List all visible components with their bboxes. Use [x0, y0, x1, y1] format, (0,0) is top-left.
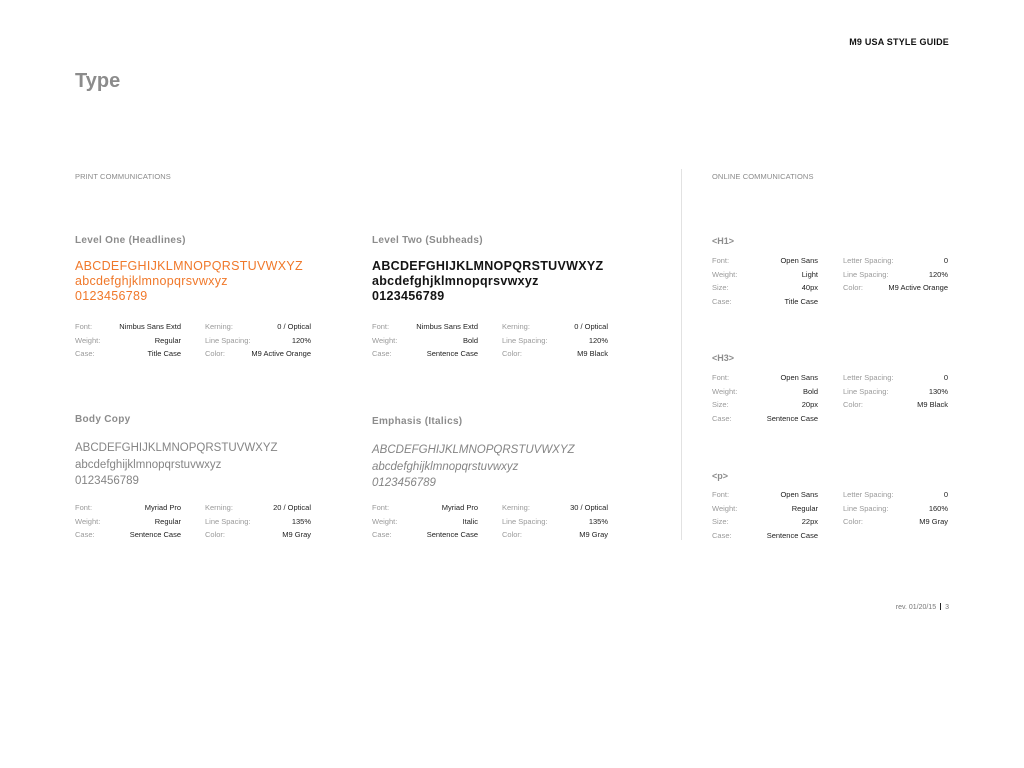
spec-value: 120%: [928, 269, 948, 279]
spec-key: Weight:: [75, 335, 101, 345]
spec-key: Color:: [205, 349, 226, 358]
sample-uppercase: ABCDEFGHIJKLMNOPQRSTUVWXYZ: [372, 444, 575, 456]
revision-date: rev. 01/20/15: [895, 604, 937, 611]
spec-key: Case:: [712, 530, 732, 540]
spec-key: Case:: [712, 296, 732, 306]
spec-row: [843, 385, 948, 399]
sample-lowercase: abcdefghijklmnopqrstuvwxyz: [372, 460, 519, 473]
online-section-label: ONLINE COMMUNICATIONS: [712, 172, 814, 181]
spec-key: Color:: [843, 400, 864, 409]
spec-key: Font:: [75, 322, 93, 331]
sample-digits: 0123456789: [75, 289, 148, 303]
spec-key: Color:: [843, 283, 864, 292]
spec-row: [843, 398, 948, 412]
spec-row: [205, 347, 311, 361]
spec-key: Size:: [712, 517, 729, 526]
spec-key: Color:: [502, 530, 523, 539]
spec-key: Line Spacing:: [843, 503, 889, 513]
spec-value: Sentence Case: [426, 349, 478, 358]
spec-value: 0: [943, 373, 948, 382]
spec-row: [843, 268, 948, 282]
spec-value: M9 Black: [917, 400, 948, 409]
spec-key: Line Spacing:: [843, 386, 889, 396]
spec-key: Font:: [372, 503, 390, 512]
spec-row: [502, 501, 608, 515]
spec-value: M9 Active Orange: [251, 349, 311, 358]
spec-row: [372, 515, 478, 529]
spec-row: [712, 515, 818, 529]
spec-value: M9 Gray: [579, 530, 608, 539]
spec-value: 20px: [801, 400, 818, 409]
spec-value: 0: [943, 490, 948, 499]
specs-left-column: [712, 488, 818, 542]
spec-row: [502, 515, 608, 529]
spec-key: Weight:: [372, 516, 398, 526]
page-footer: [896, 603, 949, 611]
spec-value: Regular: [154, 335, 181, 345]
spec-row: [843, 371, 948, 385]
spec-row: [205, 320, 311, 334]
spec-row: [502, 320, 608, 334]
specs-right-column: [502, 320, 608, 361]
specs-right-column: [205, 501, 311, 542]
spec-key: Font:: [372, 322, 390, 331]
spec-key: Letter Spacing:: [843, 490, 894, 499]
body-copy-title: Body Copy: [75, 414, 131, 425]
spec-row: [712, 398, 818, 412]
spec-value: Nimbus Sans Extd: [416, 322, 478, 331]
spec-key: Kerning:: [502, 322, 530, 331]
spec-value: M9 Gray: [282, 530, 311, 539]
spec-key: Kerning:: [502, 503, 530, 512]
sample-lowercase: abcdefghijklmnopqrstuvwxyz: [75, 458, 222, 471]
spec-row: [372, 347, 478, 361]
spec-row: [75, 334, 181, 348]
spec-value: Title Case: [147, 349, 181, 358]
spec-value: 120%: [588, 335, 608, 345]
level-two-title: Level Two (Subheads): [372, 235, 483, 246]
h3-specs: [712, 371, 948, 427]
spec-value: Title Case: [784, 296, 818, 306]
spec-value: M9 Black: [577, 349, 608, 358]
spec-row: [712, 502, 818, 516]
spec-value: 0 / Optical: [277, 322, 311, 331]
spec-key: Color:: [205, 530, 226, 539]
emphasis-title: Emphasis (Italics): [372, 416, 463, 427]
page-number: 3: [945, 604, 949, 611]
sample-uppercase: ABCDEFGHIJKLMNOPQRSTUVWXYZ: [75, 259, 303, 273]
print-section-label: PRINT COMMUNICATIONS: [75, 172, 171, 181]
specs-right-column: [843, 254, 948, 295]
spec-key: Kerning:: [205, 503, 233, 512]
body-copy-specs: [75, 501, 311, 543]
spec-row: [712, 281, 818, 295]
spec-value: Sentence Case: [766, 530, 818, 540]
spec-key: Weight:: [712, 503, 738, 513]
spec-row: [205, 515, 311, 529]
spec-row: [712, 412, 818, 426]
footer-separator: [940, 603, 941, 610]
sample-lowercase: abcdefghjklmnopqrsvwxyz: [372, 274, 539, 288]
spec-key: Font:: [712, 490, 730, 499]
spec-key: Line Spacing:: [205, 335, 251, 345]
spec-row: [372, 528, 478, 542]
spec-key: Case:: [712, 413, 732, 423]
spec-value: Open Sans: [780, 490, 818, 499]
p-tag-title: <p>: [712, 471, 729, 481]
spec-value: Bold: [802, 386, 818, 396]
spec-value: Regular: [791, 503, 818, 513]
spec-key: Size:: [712, 400, 729, 409]
spec-key: Line Spacing:: [843, 269, 889, 279]
spec-row: [502, 347, 608, 361]
spec-value: Regular: [154, 516, 181, 526]
level-one-title: Level One (Headlines): [75, 235, 186, 246]
spec-key: Weight:: [712, 386, 738, 396]
spec-value: Open Sans: [780, 373, 818, 382]
specs-left-column: [372, 501, 478, 542]
spec-row: [75, 347, 181, 361]
spec-row: [205, 334, 311, 348]
emphasis-specs: [372, 501, 608, 543]
spec-value: 135%: [588, 516, 608, 526]
spec-key: Letter Spacing:: [843, 256, 894, 265]
spec-key: Color:: [843, 517, 864, 526]
p-specs: [712, 488, 948, 544]
spec-row: [75, 320, 181, 334]
specs-right-column: [502, 501, 608, 542]
spec-row: [843, 488, 948, 502]
spec-row: [712, 295, 818, 309]
spec-value: 135%: [291, 516, 311, 526]
spec-key: Font:: [75, 503, 93, 512]
spec-key: Line Spacing:: [205, 516, 251, 526]
spec-row: [843, 502, 948, 516]
spec-row: [712, 371, 818, 385]
spec-key: Size:: [712, 283, 729, 292]
specs-right-column: [205, 320, 311, 361]
spec-key: Weight:: [75, 516, 101, 526]
spec-value: 130%: [928, 386, 948, 396]
spec-row: [843, 254, 948, 268]
spec-key: Case:: [372, 349, 392, 358]
spec-value: M9 Gray: [919, 517, 948, 526]
spec-value: Nimbus Sans Extd: [119, 322, 181, 331]
spec-value: Italic: [462, 516, 478, 526]
spec-key: Line Spacing:: [502, 516, 548, 526]
spec-value: M9 Active Orange: [888, 283, 948, 292]
level-two-specs: [372, 320, 608, 362]
level-two-sample: [372, 259, 603, 304]
emphasis-sample: [372, 442, 575, 492]
spec-value: 0: [943, 256, 948, 265]
spec-key: Font:: [712, 256, 730, 265]
level-one-specs: [75, 320, 311, 362]
spec-row: [75, 501, 181, 515]
spec-row: [843, 515, 948, 529]
spec-key: Weight:: [712, 269, 738, 279]
column-divider: [681, 169, 682, 540]
spec-key: Case:: [75, 530, 95, 539]
spec-key: Letter Spacing:: [843, 373, 894, 382]
spec-key: Color:: [502, 349, 523, 358]
spec-value: Myriad Pro: [441, 503, 478, 512]
sample-digits: 0123456789: [75, 475, 139, 487]
spec-row: [75, 528, 181, 542]
spec-row: [75, 515, 181, 529]
sample-uppercase: ABCDEFGHIJKLMNOPQRSTUVWXYZ: [75, 442, 278, 454]
spec-value: 20 / Optical: [273, 503, 311, 512]
spec-row: [372, 501, 478, 515]
specs-left-column: [372, 320, 478, 361]
spec-row: [205, 501, 311, 515]
spec-key: Case:: [372, 530, 392, 539]
spec-key: Weight:: [372, 335, 398, 345]
sample-uppercase: ABCDEFGHIJKLMNOPQRSTUVWXYZ: [372, 259, 604, 273]
spec-value: 22px: [801, 517, 818, 526]
specs-right-column: [843, 488, 948, 529]
spec-value: Light: [801, 269, 818, 279]
specs-left-column: [712, 254, 818, 308]
spec-value: Open Sans: [780, 256, 818, 265]
spec-row: [372, 334, 478, 348]
level-one-sample: [75, 259, 303, 304]
spec-row: [712, 488, 818, 502]
spec-key: Font:: [712, 373, 730, 382]
spec-row: [712, 385, 818, 399]
spec-value: Sentence Case: [766, 413, 818, 423]
spec-key: Kerning:: [205, 322, 233, 331]
spec-value: 0 / Optical: [574, 322, 608, 331]
specs-left-column: [712, 371, 818, 425]
specs-right-column: [843, 371, 948, 412]
spec-row: [502, 528, 608, 542]
spec-value: Bold: [462, 335, 478, 345]
spec-row: [712, 529, 818, 543]
h1-tag-title: <H1>: [712, 236, 735, 246]
page-title: Type: [75, 70, 121, 92]
spec-row: [712, 254, 818, 268]
spec-value: 160%: [928, 503, 948, 513]
specs-left-column: [75, 320, 181, 361]
spec-row: [372, 320, 478, 334]
body-copy-sample: [75, 440, 278, 490]
spec-row: [712, 268, 818, 282]
spec-value: 30 / Optical: [570, 503, 608, 512]
spec-value: 120%: [291, 335, 311, 345]
sample-digits: 0123456789: [372, 477, 436, 489]
h1-specs: [712, 254, 948, 310]
sample-digits: 0123456789: [372, 289, 445, 303]
spec-value: Myriad Pro: [144, 503, 181, 512]
spec-value: Sentence Case: [129, 530, 181, 539]
spec-key: Case:: [75, 349, 95, 358]
h3-tag-title: <H3>: [712, 353, 735, 363]
spec-key: Line Spacing:: [502, 335, 548, 345]
sample-lowercase: abcdefghjklmnopqrsvwxyz: [75, 274, 228, 288]
spec-value: Sentence Case: [426, 530, 478, 539]
guide-header-title: M9 USA STYLE GUIDE: [849, 37, 949, 47]
spec-row: [502, 334, 608, 348]
spec-value: 40px: [801, 283, 818, 292]
spec-row: [205, 528, 311, 542]
spec-row: [843, 281, 948, 295]
specs-left-column: [75, 501, 181, 542]
